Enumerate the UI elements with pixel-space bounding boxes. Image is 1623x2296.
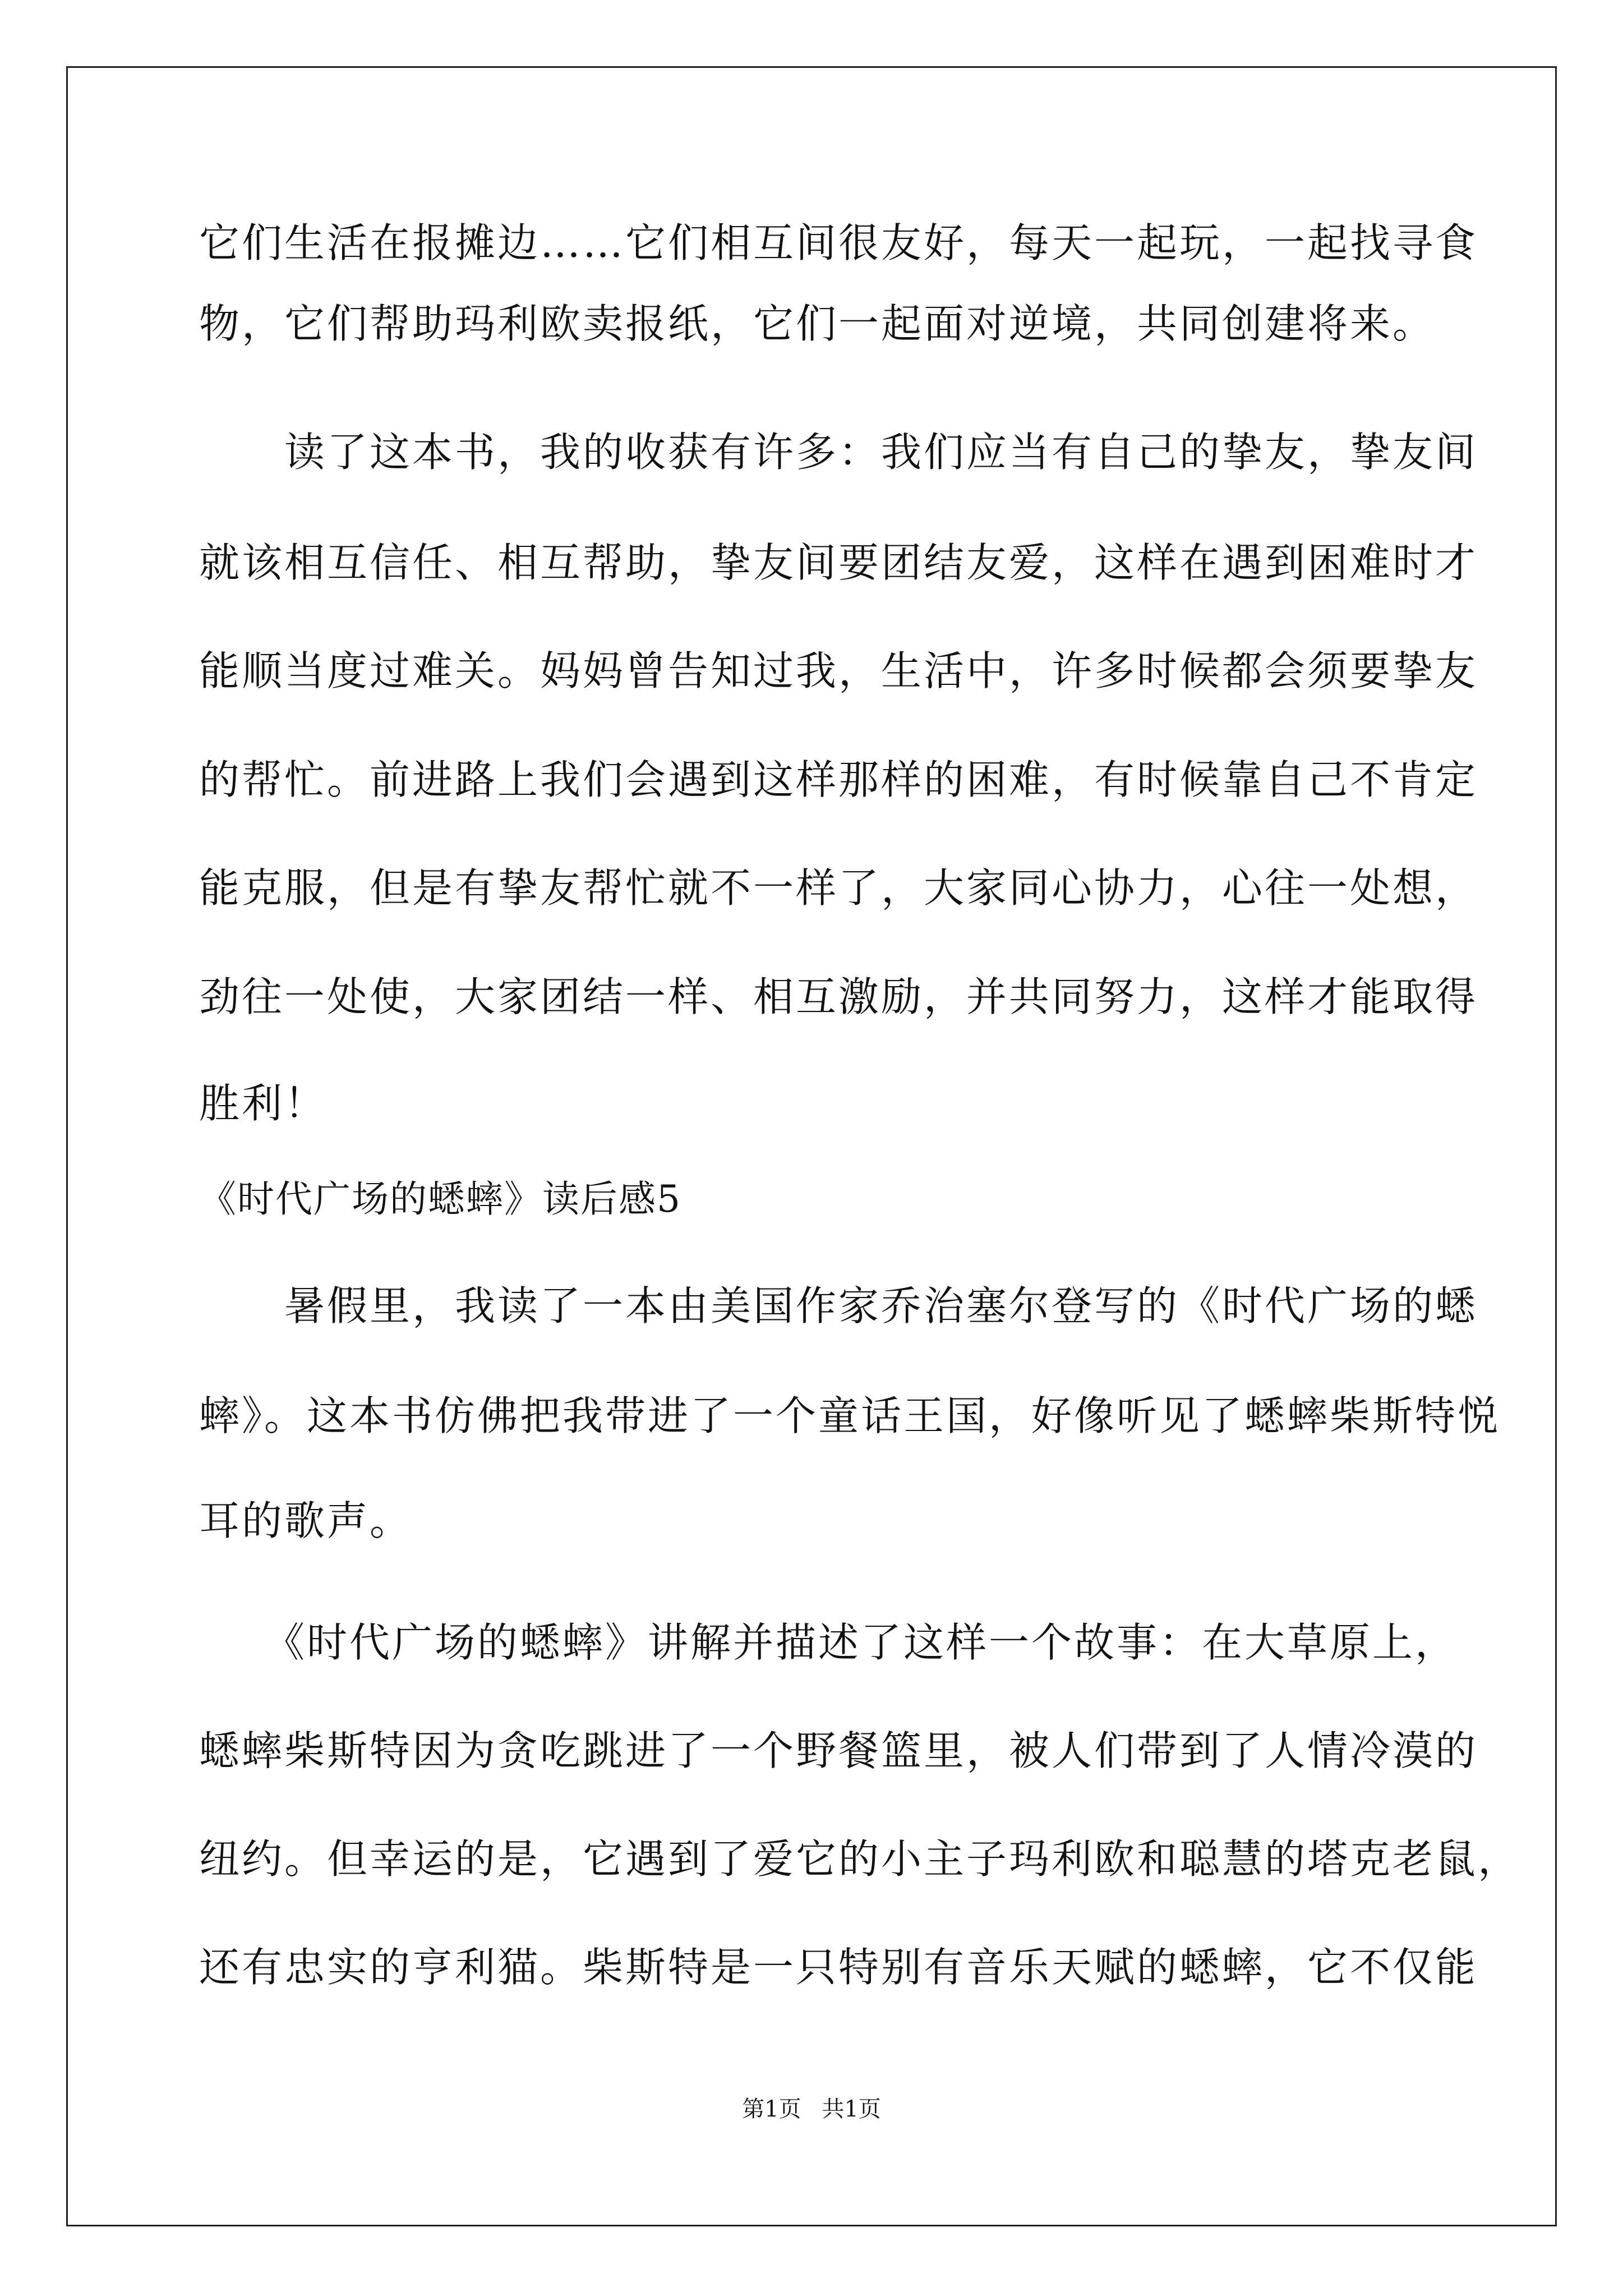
text-line: 蟀》。这本书仿佛把我带进了一个童话王国，好像听见了蟋蟀柴斯特悦 bbox=[199, 1392, 1501, 1439]
text-line: 还有忠实的亨利猫。柴斯特是一只特别有音乐天赋的蟋蟀，它不仅能 bbox=[199, 1944, 1478, 1991]
page-border bbox=[66, 66, 1557, 2226]
text-line: 读了这本书，我的收获有许多：我们应当有自己的挚友，挚友间 bbox=[199, 429, 1478, 476]
text-line: 它们生活在报摊边……它们相互间很友好，每天一起玩，一起找寻食 bbox=[199, 219, 1478, 266]
text-line: 就该相互信任、相互帮助，挚友间要团结友爱，这样在遇到困难时才 bbox=[199, 539, 1478, 586]
section-heading: 《时代广场的蟋蟀》读后感5 bbox=[199, 1177, 681, 1221]
text-line: 能克服，但是有挚友帮忙就不一样了，大家同心协力，心往一处想， bbox=[199, 864, 1478, 912]
text-line: 纽约。但幸运的是，它遇到了爱它的小主子玛利欧和聪慧的塔克老鼠， bbox=[199, 1835, 1521, 1883]
text-line: 蟋蟀柴斯特因为贪吃跳进了一个野餐篮里，被人们带到了人情冷漠的 bbox=[199, 1727, 1478, 1774]
text-line: 的帮忙。前进路上我们会遇到这样那样的困难，有时候靠自己不肯定 bbox=[199, 756, 1478, 803]
page-total: 共1页 bbox=[822, 2096, 881, 2122]
page-number: 第1页 bbox=[742, 2096, 801, 2122]
text-line: 暑假里，我读了一本由美国作家乔治塞尔登写的《时代广场的蟋 bbox=[199, 1282, 1478, 1329]
text-line: 能顺当度过难关。妈妈曾告知过我，生活中，许多时候都会须要挚友 bbox=[199, 647, 1478, 694]
text-line: 物，它们帮助玛利欧卖报纸，它们一起面对逆境，共同创建将来。 bbox=[199, 300, 1436, 347]
text-line: 劲往一处使，大家团结一样、相互激励，并共同努力，这样才能取得 bbox=[199, 973, 1478, 1020]
text-line: 《时代广场的蟋蟀》讲解并描述了这样一个故事：在大草原上， bbox=[199, 1619, 1458, 1666]
text-line: 耳的歌声。 bbox=[199, 1497, 413, 1544]
text-line: 胜利！ bbox=[199, 1080, 328, 1127]
page-footer bbox=[0, 2095, 1623, 2123]
